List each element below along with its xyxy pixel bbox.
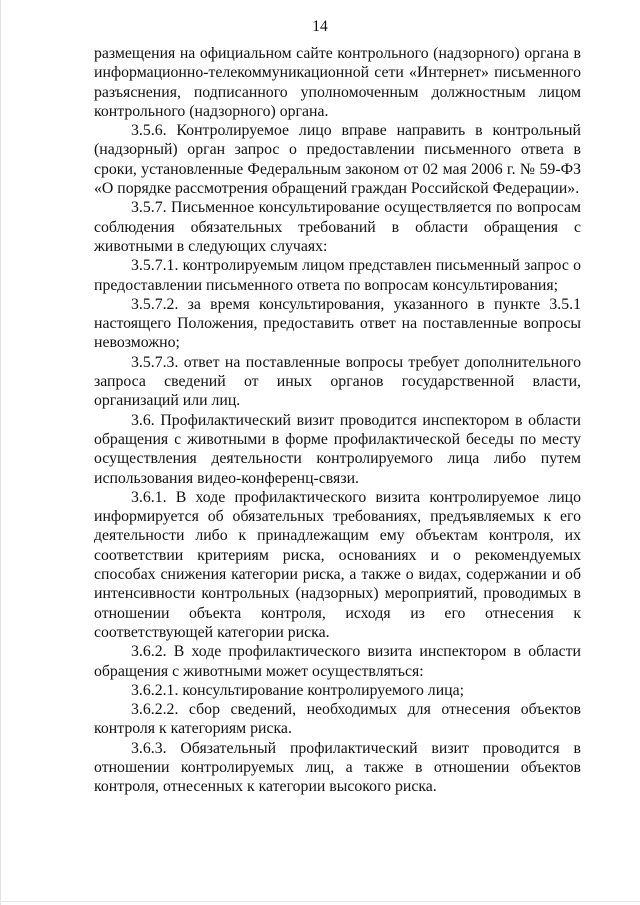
page-edge-line xyxy=(0,0,1,905)
page-bottom-line xyxy=(0,901,640,902)
paragraph-3-6: 3.6. Профилактический визит проводится инспектором в области обращения с животными в форме профилактической беседы по месту осуществления деятельности контролируемого лица либо путем использования видео-конференц-связи. xyxy=(94,411,581,487)
paragraph-3-5-7-1: 3.5.7.1. контролируемым лицом представлен письменный запрос о предоставлении письменного ответа по вопросам консультирования; xyxy=(94,257,581,294)
paragraph-3-5-7-3: 3.5.7.3. ответ на поставленные вопросы требует дополнительного запроса сведений от иных органов государственной власти, организаций или лиц. xyxy=(94,353,581,410)
paragraph-3-5-6: 3.5.6. Контролируемое лицо вправе направить в контрольный (надзорный) орган запрос о предоставлении письменного ответа в сроки, установленные Федеральным законом от 02 мая 2006 г. № 59-ФЗ «О порядке рассмотрения обращений граждан Российской Федерации». xyxy=(94,122,581,198)
paragraph-3-6-2-1: 3.6.2.1. консультирование контролируемого лица; xyxy=(131,681,464,699)
paragraph-3-6-1: 3.6.1. В ходе профилактического визита контролируемое лицо информируется об обязательных требованиях, предъявляемых к его деятельности либо к принадлежащим ему объектам контроля, их соответствии критериям риска, основаниях и о рекомендуемых способах снижения категории риска, а также о видах, содержании и об интенсивности контрольных (надзорных) мероприятий, проводимых в отношении объекта контроля, исходя из его отнесения к соответствующей категории риска. xyxy=(94,488,581,641)
paragraph-3-6-2-2: 3.6.2.2. сбор сведений, необходимых для отнесения объектов контроля к категориям риска. xyxy=(94,701,581,738)
paragraph-3-5-7: 3.5.7. Письменное консультирование осуществляется по вопросам соблюдения обязательных требований в области обращения с животными в следующих случаях: xyxy=(94,199,581,255)
paragraph-3-6-3: 3.6.3. Обязательный профилактический визит проводится в отношении контролируемых лиц, а также в отношении объектов контроля, отнесенных к категории высокого риска. xyxy=(94,739,581,796)
paragraph-3-6-2: 3.6.2. В ходе профилактического визита инспектором в области обращения с животными может осуществляться: xyxy=(94,643,581,680)
page-number: 14 xyxy=(312,18,328,35)
paragraph-3-5-7-2: 3.5.7.2. за время консультирования, указанного в пункте 3.5.1 настоящего Положения, предоставить ответ на поставленные вопросы невозможно; xyxy=(94,295,581,352)
document-body xyxy=(94,44,581,797)
paragraph-intro-continuation: размещения на официальном сайте контрольного (надзорного) органа в информационно-телекоммуникационной сети «Интернет» письменного разъяснения, подписанного уполномоченным должностным лицом контрольного (надзорного) органа. xyxy=(94,45,581,120)
